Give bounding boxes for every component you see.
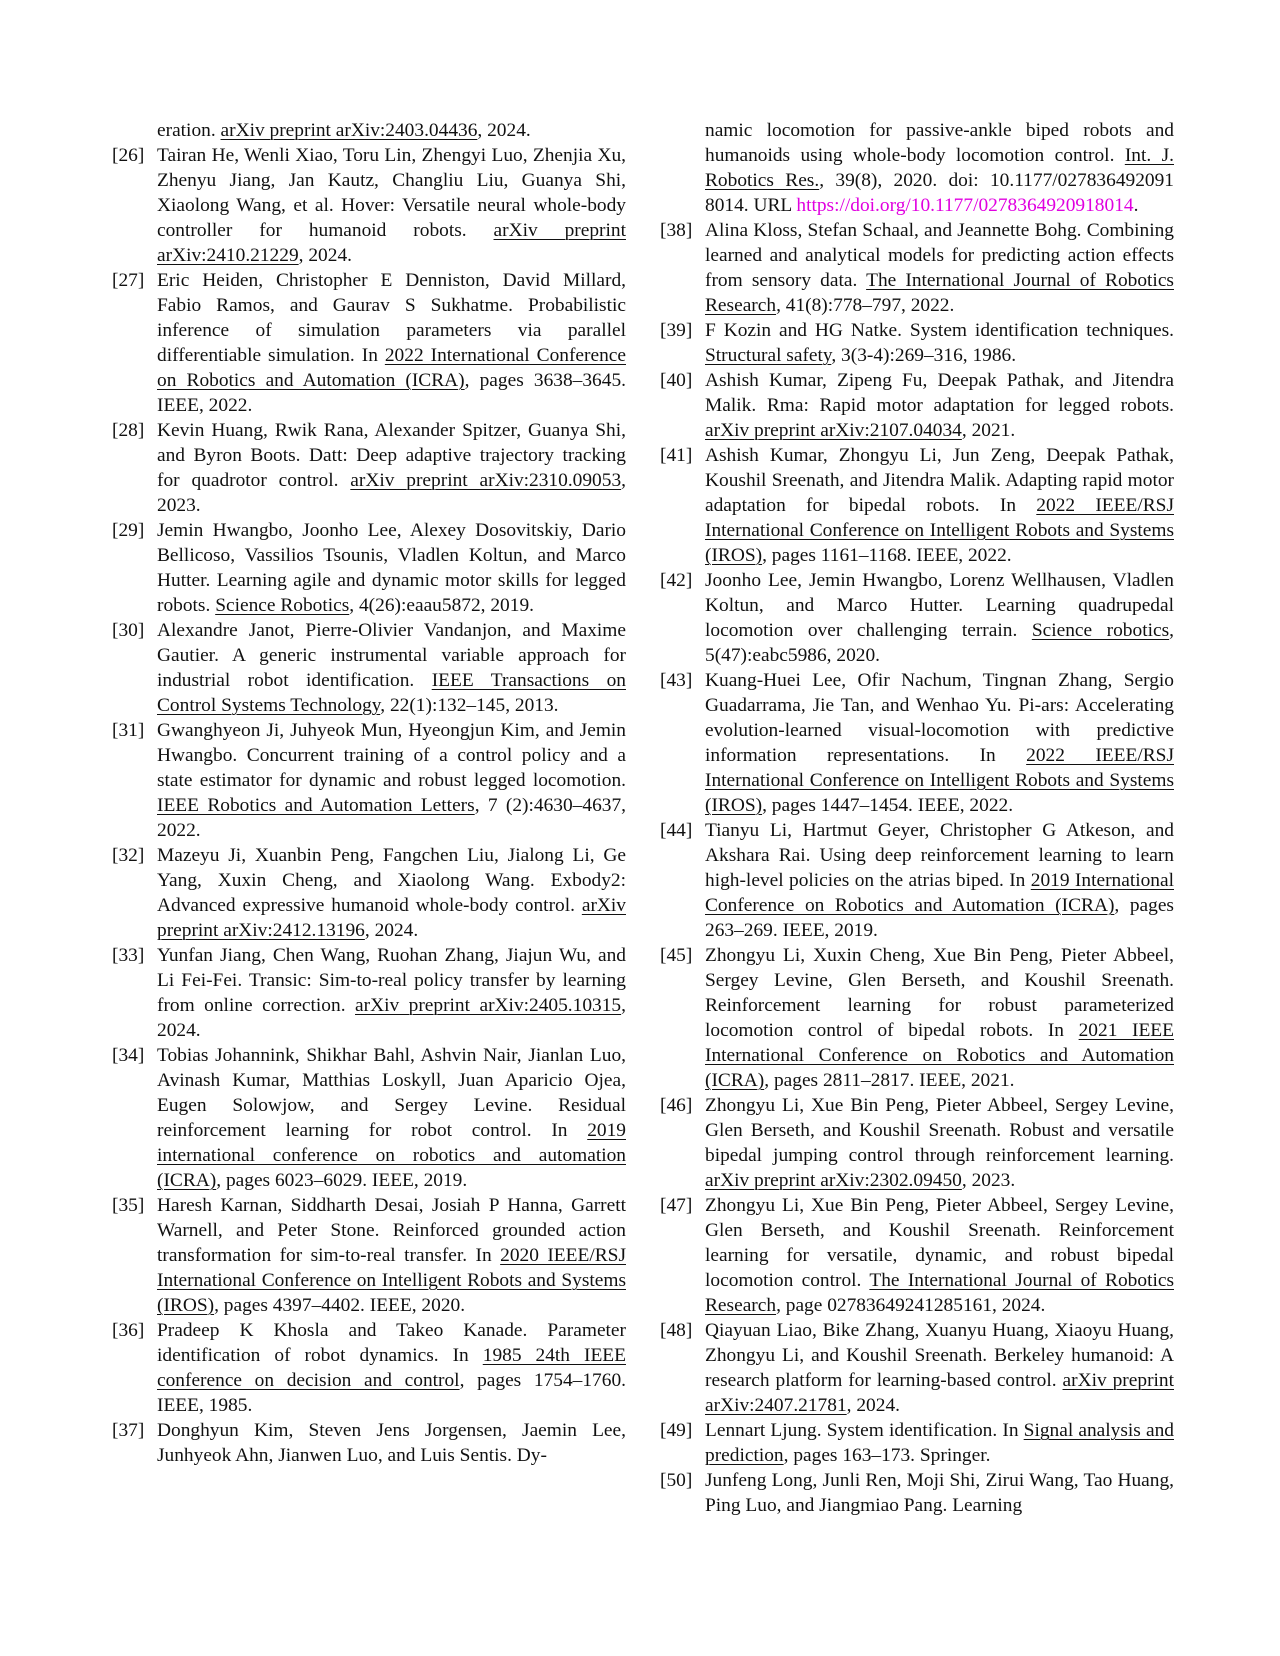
reference-entry	[112, 618, 626, 718]
reference-number: [41]	[660, 445, 693, 466]
citation-venue-link[interactable]: The International Journal of Robotics Research	[705, 270, 1174, 316]
reference-entry	[660, 943, 1174, 1093]
reference-text: , pages 1161–1168. IEEE, 2022.	[762, 545, 1012, 566]
citation-venue-link[interactable]: 2019 International Conference on Robotics and Automation (ICRA)	[705, 870, 1174, 916]
reference-text: Lennart Ljung. System identification. In	[705, 1420, 1024, 1441]
reference-number: [49]	[660, 1420, 693, 1441]
reference-text: , page 02783649241285161, 2024.	[776, 1295, 1046, 1316]
reference-text: Qiayuan Liao, Bike Zhang, Xuanyu Huang, Xiaoyu Huang, Zhongyu Li, and Koushil Sreenath. Berkeley humanoid: A research platform for learning-based control.	[705, 1320, 1174, 1391]
reference-text: , pages 163–173. Springer.	[783, 1445, 991, 1466]
citation-venue-link[interactable]: The International Journal of Robotics Research	[705, 1270, 1174, 1316]
citation-venue-link[interactable]: Science Robotics	[215, 595, 350, 616]
reference-text: Ashish Kumar, Zhongyu Li, Jun Zeng, Deepak Pathak, Koushil Sreenath, and Jitendra Malik. Adapting rapid motor adaptation for bipedal robots. In	[705, 445, 1174, 516]
citation-venue-link[interactable]: 2022 International Conference on Robotics and Automation (ICRA)	[157, 345, 626, 391]
citation-venue-link[interactable]: arXiv preprint arXiv:2407.21781	[705, 1370, 1174, 1416]
reference-text: , 2024.	[364, 920, 419, 941]
reference-text: Donghyun Kim, Steven Jens Jorgensen, Jaemin Lee, Junhyeok Ahn, Jianwen Luo, and Luis Sentis. Dy-	[157, 1420, 626, 1466]
reference-entry	[112, 1193, 626, 1318]
reference-text: Kevin Huang, Rwik Rana, Alexander Spitzer, Guanya Shi, and Byron Boots. Datt: Deep adaptive trajectory tracking for quadrotor control.	[157, 420, 626, 491]
reference-text: , pages 3638–3645. IEEE, 2022.	[157, 370, 626, 416]
reference-number: [33]	[112, 945, 145, 966]
reference-text: Tairan He, Wenli Xiao, Toru Lin, Zhengyi Luo, Zhenjia Xu, Zhenyu Jiang, Jan Kautz, Changliu Liu, Guanya Shi, Xiaolong Wang, et al. Hover: Versatile neural whole-body controller for humanoid robots.	[157, 145, 626, 241]
reference-text: eration.	[157, 120, 221, 141]
reference-text: Haresh Karnan, Siddharth Desai, Josiah P Hanna, Garrett Warnell, and Peter Stone. Reinforced grounded action transformation for sim-to-real transfer. In	[157, 1195, 626, 1266]
reference-continuation	[660, 118, 1174, 218]
reference-entry	[660, 443, 1174, 568]
reference-number: [26]	[112, 145, 145, 166]
reference-text: , pages 4397–4402. IEEE, 2020.	[214, 1295, 466, 1316]
reference-text: Jemin Hwangbo, Joonho Lee, Alexey Dosovitskiy, Dario Bellicoso, Vassilios Tsounis, Vladlen Koltun, and Marco Hutter. Learning agile and dynamic motor skills for legged robots.	[157, 520, 626, 616]
citation-venue-link[interactable]: IEEE Transactions on Control Systems Technology	[157, 670, 626, 716]
reference-number: [31]	[112, 720, 145, 741]
reference-number: [28]	[112, 420, 145, 441]
reference-text: , pages 6023–6029. IEEE, 2019.	[216, 1170, 468, 1191]
reference-text: Zhongyu Li, Xuxin Cheng, Xue Bin Peng, Pieter Abbeel, Sergey Levine, Glen Berseth, and Koushil Sreenath. Reinforcement learning for robust parameterized locomotion control of bipedal robots. In	[705, 945, 1174, 1041]
reference-number: [39]	[660, 320, 693, 341]
reference-entry	[660, 668, 1174, 818]
citation-venue-link[interactable]: 2020 IEEE/RSJ International Conference on Intelligent Robots and Systems (IROS)	[157, 1245, 626, 1316]
reference-entry	[660, 1468, 1174, 1518]
citation-venue-link[interactable]: arXiv preprint arXiv:2302.09450	[705, 1170, 962, 1191]
reference-entry	[112, 943, 626, 1043]
reference-number: [29]	[112, 520, 145, 541]
reference-text: , 41(8):778–797, 2022.	[776, 295, 955, 316]
reference-number: [34]	[112, 1045, 145, 1066]
reference-entry	[660, 568, 1174, 668]
reference-number: [36]	[112, 1320, 145, 1341]
reference-text: namic locomotion for passive-ankle biped robots and humanoids using whole-body locomotion control.	[705, 120, 1174, 166]
citation-venue-link[interactable]: Science robotics	[1031, 620, 1170, 641]
reference-text: .	[1133, 195, 1139, 216]
reference-text: Kuang-Huei Lee, Ofir Nachum, Tingnan Zhang, Sergio Guadarrama, Jie Tan, and Wenhao Yu. Pi-ars: Accelerating evolution-learned visual-locomotion with predictive information representations. In	[705, 670, 1174, 766]
reference-text: , 3(3-4):269–316, 1986.	[831, 345, 1017, 366]
reference-text: , 7 (2):4630–4637, 2022.	[157, 795, 627, 841]
reference-number: [37]	[112, 1420, 145, 1441]
reference-text: , 39(8), 2020. doi: 10.1177/027836492091 8014. URL	[705, 170, 1174, 216]
reference-number: [45]	[660, 945, 693, 966]
reference-entry	[660, 218, 1174, 318]
reference-number: [27]	[112, 270, 145, 291]
reference-entry	[660, 1418, 1174, 1468]
reference-entry	[112, 418, 626, 518]
reference-entry	[660, 818, 1174, 943]
reference-text: Alexandre Janot, Pierre-Olivier Vandanjon, and Maxime Gautier. A generic instrumental variable approach for industrial robot identification.	[157, 620, 626, 691]
reference-number: [40]	[660, 370, 693, 391]
reference-text: Pradeep K Khosla and Takeo Kanade. Parameter identification of robot dynamics. In	[157, 1320, 626, 1366]
reference-text: F Kozin and HG Natke. System identification techniques.	[705, 320, 1174, 341]
references-right-column	[660, 118, 1174, 1518]
references-left-column	[112, 118, 626, 1468]
citation-venue-link[interactable]: 2019 international conference on robotics and automation (ICRA)	[157, 1120, 626, 1191]
reference-text: Alina Kloss, Stefan Schaal, and Jeannette Bohg. Combining learned and analytical models for predicting action effects from sensory data.	[705, 220, 1174, 291]
reference-text: Zhongyu Li, Xue Bin Peng, Pieter Abbeel, Sergey Levine, Glen Berseth, and Koushil Sreenath. Robust and versatile bipedal jumping control through reinforcement learning.	[705, 1095, 1174, 1166]
reference-number: [43]	[660, 670, 693, 691]
reference-number: [38]	[660, 220, 693, 241]
reference-number: [47]	[660, 1195, 693, 1216]
reference-entry	[112, 143, 626, 268]
reference-entry	[660, 1318, 1174, 1418]
reference-text: , 2024.	[846, 1395, 900, 1416]
reference-text: Zhongyu Li, Xue Bin Peng, Pieter Abbeel, Sergey Levine, Glen Berseth, and Koushil Sreenath. Reinforcement learning for versatile, dynamic, and robust bipedal locomotion control.	[705, 1195, 1174, 1291]
reference-number: [50]	[660, 1470, 693, 1491]
reference-continuation	[112, 118, 626, 143]
reference-entry	[660, 318, 1174, 368]
reference-text: Yunfan Jiang, Chen Wang, Ruohan Zhang, Jiajun Wu, and Li Fei-Fei. Transic: Sim-to-real policy transfer by learning from online correction.	[157, 945, 626, 1016]
citation-venue-link[interactable]: 1985 24th IEEE conference on decision and control	[157, 1345, 626, 1391]
reference-text: , pages 2811–2817. IEEE, 2021.	[764, 1070, 1015, 1091]
citation-venue-link[interactable]: 2021 IEEE International Conference on Robotics and Automation (ICRA)	[705, 1020, 1174, 1091]
reference-text: Joonho Lee, Jemin Hwangbo, Lorenz Wellhausen, Vladlen Koltun, and Marco Hutter. Learning quadrupedal locomotion over challenging terrain.	[705, 570, 1174, 641]
reference-text: , 2024.	[157, 995, 626, 1041]
reference-number: [48]	[660, 1320, 693, 1341]
reference-text: Eric Heiden, Christopher E Denniston, David Millard, Fabio Ramos, and Gaurav S Sukhatme. Probabilistic inference of simulation parameters via parallel differentiable simulation. In	[157, 270, 626, 366]
citation-venue-link[interactable]: arXiv preprint arXiv:2405.10315	[355, 995, 622, 1016]
reference-entry	[112, 1418, 626, 1468]
doi-url-link[interactable]: https://doi.org/10.1177/0278364920918014	[796, 195, 1134, 216]
reference-text: Ashish Kumar, Zipeng Fu, Deepak Pathak, and Jitendra Malik. Rma: Rapid motor adaptation for legged robots.	[705, 370, 1174, 416]
reference-entry	[112, 1318, 626, 1418]
citation-venue-link[interactable]: Int. J. Robotics Res.	[705, 145, 1174, 191]
reference-entry	[112, 268, 626, 418]
reference-number: [46]	[660, 1095, 693, 1116]
reference-text: Tobias Johannink, Shikhar Bahl, Ashvin Nair, Jianlan Luo, Avinash Kumar, Matthias Loskyll, Juan Aparicio Ojea, Eugen Solowjow, and Sergey Levine. Residual reinforcement learning for robot control. In	[157, 1045, 626, 1141]
reference-entry	[112, 718, 626, 843]
reference-text: , 5(47):eabc5986, 2020.	[705, 620, 1174, 666]
reference-text: Junfeng Long, Junli Ren, Moji Shi, Zirui Wang, Tao Huang, Ping Luo, and Jiangmiao Pang. Learning	[705, 1470, 1174, 1516]
reference-entry	[112, 518, 626, 618]
reference-entry	[660, 1093, 1174, 1193]
citation-venue-link[interactable]: arXiv preprint arXiv:2403.04436	[220, 120, 478, 141]
reference-entry	[660, 368, 1174, 443]
reference-number: [44]	[660, 820, 693, 841]
reference-text: , 2024.	[298, 245, 352, 266]
reference-text: , 2023.	[961, 1170, 1016, 1191]
reference-text: Gwanghyeon Ji, Juhyeok Mun, Hyeongjun Kim, and Jemin Hwangbo. Concurrent training of a control policy and a state estimator for dynamic and robust legged locomotion.	[157, 720, 626, 791]
citation-venue-link[interactable]: Signal analysis and prediction	[705, 1420, 1174, 1466]
reference-text: , 2023.	[157, 470, 627, 516]
reference-number: [42]	[660, 570, 693, 591]
reference-text: , 2024.	[477, 120, 531, 141]
citation-venue-link[interactable]: arXiv preprint arXiv:2412.13196	[157, 895, 626, 941]
reference-entry	[112, 843, 626, 943]
reference-text: , pages 263–269. IEEE, 2019.	[705, 895, 1174, 941]
reference-text: , 2021.	[961, 420, 1016, 441]
citation-venue-link[interactable]: IEEE Robotics and Automation Letters	[157, 795, 475, 816]
citation-venue-link[interactable]: arXiv preprint arXiv:2107.04034	[705, 420, 962, 441]
reference-text: , pages 1447–1454. IEEE, 2022.	[762, 795, 1014, 816]
reference-number: [30]	[112, 620, 145, 641]
citation-venue-link[interactable]: arXiv preprint arXiv:2410.21229	[157, 220, 626, 266]
reference-text: , 4(26):eaau5872, 2019.	[349, 595, 534, 616]
reference-text: Mazeyu Ji, Xuanbin Peng, Fangchen Liu, Jialong Li, Ge Yang, Xuxin Cheng, and Xiaolong Wang. Exbody2: Advanced expressive humanoid whole-body control.	[157, 845, 626, 916]
citation-venue-link[interactable]: 2022 IEEE/RSJ International Conference on Intelligent Robots and Systems (IROS)	[705, 495, 1174, 566]
reference-entry	[112, 1043, 626, 1193]
reference-text: Tianyu Li, Hartmut Geyer, Christopher G Atkeson, and Akshara Rai. Using deep reinforcement learning to learn high-level policies on the atrias biped. In	[705, 820, 1174, 891]
reference-number: [32]	[112, 845, 145, 866]
citation-venue-link[interactable]: 2022 IEEE/RSJ International Conference on Intelligent Robots and Systems (IROS)	[705, 745, 1174, 816]
citation-venue-link[interactable]: arXiv preprint arXiv:2310.09053	[350, 470, 622, 491]
reference-text: , pages 1754–1760. IEEE, 1985.	[157, 1370, 626, 1416]
reference-entry	[660, 1193, 1174, 1318]
citation-venue-link[interactable]: Structural safety	[705, 345, 832, 366]
reference-text: , 22(1):132–145, 2013.	[380, 695, 559, 716]
reference-number: [35]	[112, 1195, 145, 1216]
